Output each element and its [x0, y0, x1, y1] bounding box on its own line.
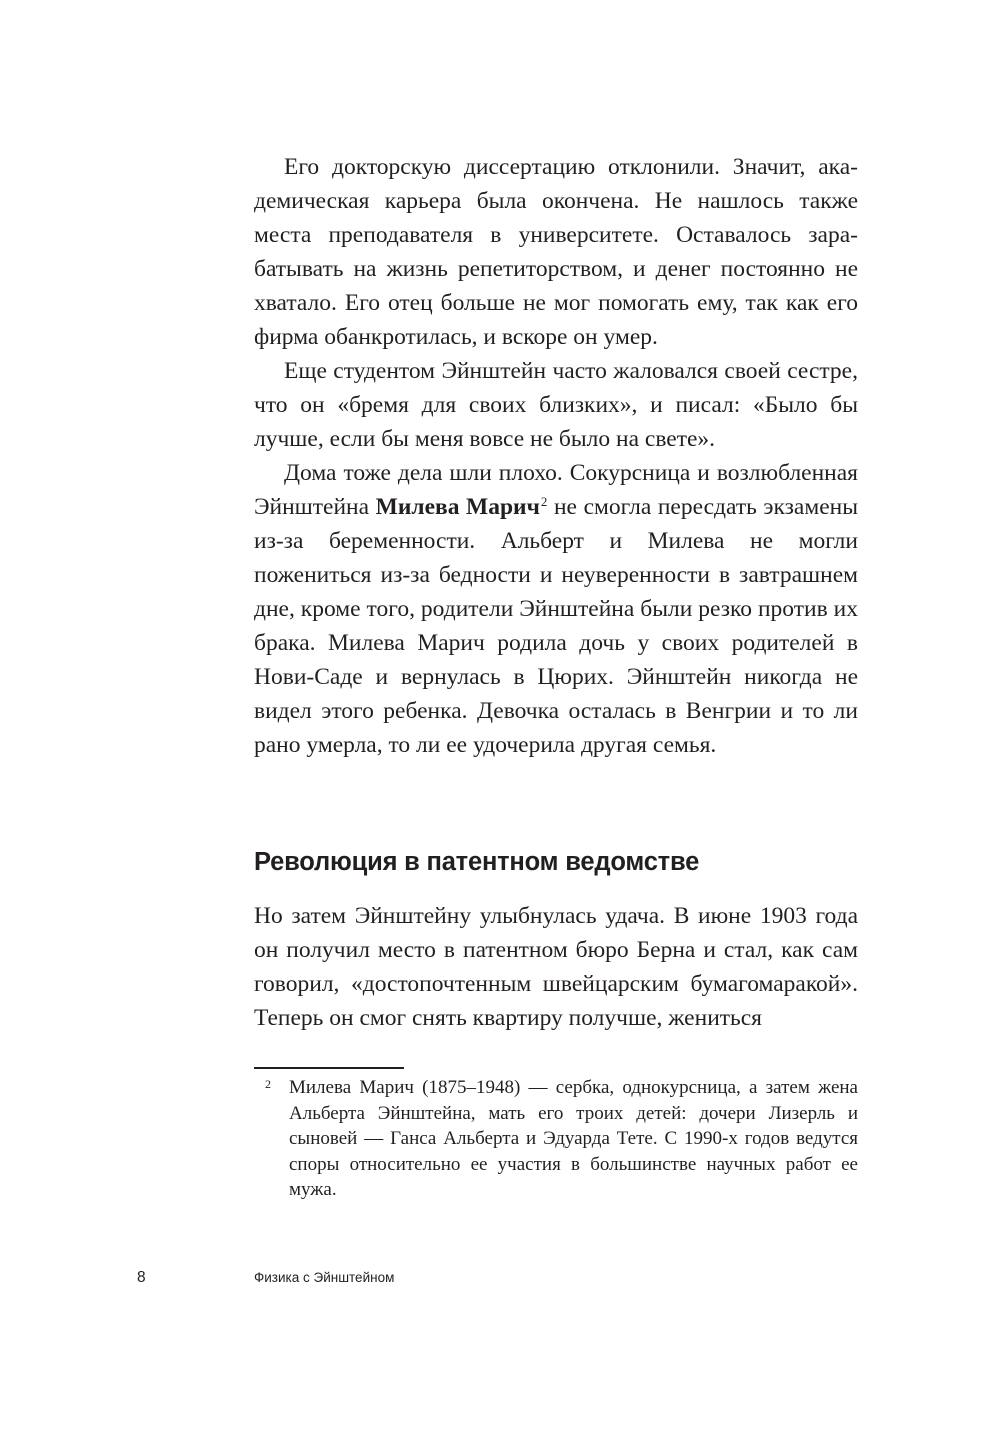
footnote-mark: 2 — [265, 1077, 271, 1091]
footnote-divider — [254, 1067, 404, 1069]
section-text — [254, 899, 858, 1035]
mileva-maric-name: Милева Марич — [375, 494, 540, 520]
paragraph-patent-office: Но затем Эйнштейну улыбнулась удача. В июне 1903 года он получил место в патентном бюро Берна и стал, как сам говорил, «достопочтенным швейцарским бумагомаракой». Теперь он смог снять квартиру получше, жениться — [254, 903, 858, 1031]
paragraph-dissertation: Его докторскую диссертацию отклонили. Значит, академическая карьера была окончена. Не нашлось также места преподавателя в университете. Оставалось зарабатывать на жизнь репетиторством, и денег постоянно не хватало. Его отец больше не мог помогать ему, так как его фирма обанкротилась, и вскоре он умер. — [254, 154, 858, 350]
paragraph-mileva-start: Дома тоже дела шли плохо. Сокурсница и возлюбленная Эйнштейна — [254, 460, 858, 520]
page-number: 8 — [137, 1269, 146, 1286]
footnote-text: Милева Марич (1875–1948) — сербка, однокурсница, а затем жена Альберта Эйнштейна, мать его троих детей: дочери Лизерль и сыновей — Ганса Альберта и Эдуарда Тете. С 1990-х годов ведутся споры относительно ее участия в большинстве научных работ ее мужа. — [289, 1077, 858, 1200]
paragraph-mileva — [254, 456, 858, 762]
footnote-reference[interactable]: 2 — [540, 494, 548, 509]
paragraph-sister: Еще студентом Эйнштейн часто жаловался своей сестре, что он «бремя для своих близких», и писал: «Было бы лучше, если бы меня вовсе не было на свете». — [254, 358, 858, 452]
paragraph-mileva-end: не смогла пересдать экзамены из-за беременности. Альберт и Милева не могли пожениться из-за бедности и неуверенности в завтрашнем дне, кроме того, родители Эйнштейна были резко против их брака. Милева Марич родила дочь у своих родителей в Нови-Саде и вернулась в Цюрих. Эйнштейн никогда не видел этого ребенка. Девочка осталась в Венгрии и то ли рано умерла, то ли ее удочерила другая семья. — [254, 494, 859, 758]
running-title: Физика с Эйнштейном — [254, 1270, 395, 1285]
section-heading: Революция в патентном ведомстве — [254, 848, 700, 876]
main-text — [254, 150, 858, 762]
